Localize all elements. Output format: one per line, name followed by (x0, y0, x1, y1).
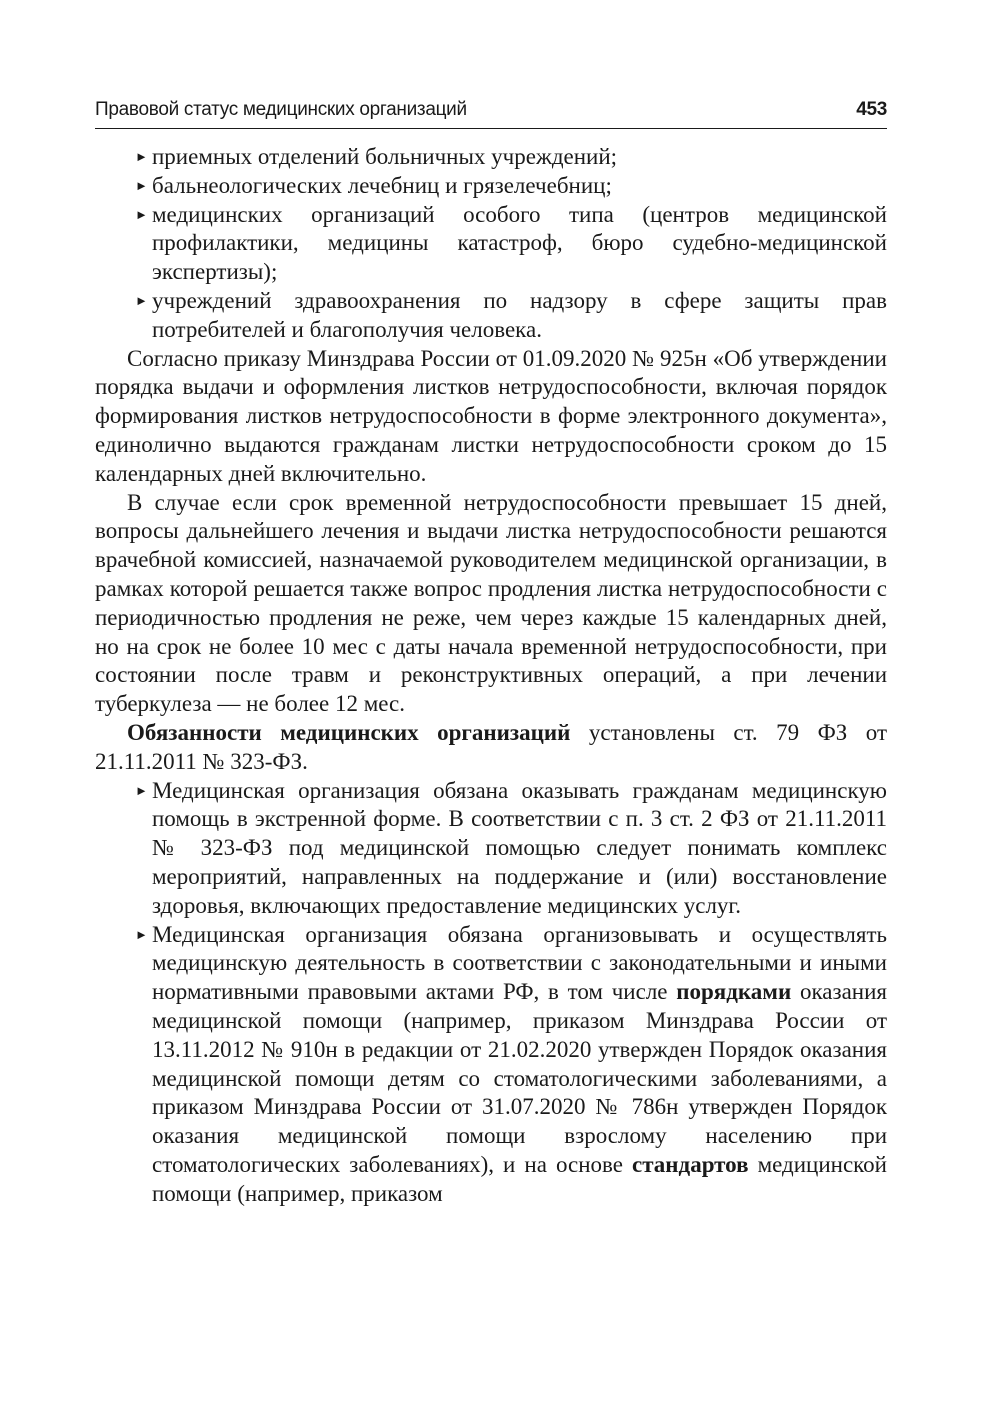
bullet-icon: ► (135, 926, 148, 942)
page-number: 453 (856, 99, 887, 120)
bullet-icon: ► (135, 149, 148, 164)
bold-term-procedures: порядками (676, 979, 792, 1005)
list-item: ► Медицинская организация обязана оказывать гражданам медицинскую помощь в экстренной форме. В соответствии с п. 3 ст. 2 ФЗ от 21.11.2011 № 323-ФЗ под медицинской помощью следует понимать комплекс мероприятий, направленных на поддержание и (или) восстановление здоровья, включающих предоставление медицинских услуг. (135, 777, 887, 918)
bold-term-standards: стандартов (632, 1151, 749, 1177)
book-page (95, 98, 887, 1208)
paragraph-order-925n: Согласно приказу Минздрава России от 01.09.2020 № 925н «Об утверждении порядка выдачи и оформления листков нетрудоспособности, включая порядок формирования листков нетрудоспособности в форме электронного документа», единолично выдаются гражданам листки нетрудоспособности сроком до 15 календарных дней включительно. (95, 345, 887, 486)
list-item: ► медицинских организаций особого типа (центров медицинской профилактики, медицины катастроф, бюро судебно-медицинской экспертизы); (135, 201, 887, 285)
page-body (95, 143, 887, 1208)
bullet-icon: ► (135, 206, 148, 222)
running-header (95, 98, 887, 129)
bullet-list-institutions (95, 143, 887, 345)
running-title: Правовой статус медицинских организаций (95, 99, 467, 120)
obligations-heading: Обязанности медицинских организаций (127, 719, 571, 745)
list-item: ► приемных отделений больничных учреждений; (95, 143, 887, 172)
paragraph-medical-commission: В случае если срок временной нетрудоспособности превышает 15 дней, вопросы дальнейшего лечения и выдачи листка нетрудоспособности решаются врачебной комиссией, назначаемой руководителем медицинской организации, в рамках которой решается также вопрос продления листка нетрудоспособности с периодичностью продления не реже, чем через каждые 15 календарных дней, но на срок не более 10 мес с даты начала временной нетрудоспособности, при состоянии после травм и реконструктивных операций, а при лечении туберкулеза — не более 12 мес. (95, 489, 887, 717)
list-item: ► бальнеологических лечебниц и грязелечебниц; (95, 172, 887, 201)
bullet-list-obligations (95, 777, 887, 1209)
bullet-icon: ► (135, 292, 148, 308)
bullet-icon: ► (135, 782, 148, 798)
paragraph-obligations: Обязанности медицинских организаций установлены ст. 79 ФЗ от 21.11.2011 № 323-ФЗ. (95, 719, 887, 774)
list-item: ► Медицинская организация обязана организовывать и осуществлять медицинскую деятельность в соответствии с законодательными и иными нормативными правовыми актами РФ, в том числе порядками оказания медицинской помощи (например, приказом Минздрава России от 13.11.2012 № 910н в редакции от 21.02.2020 утвержден Порядок оказания медицинской помощи детям со стоматологическими заболеваниями, а приказом Минздрава России от 31.07.2020 № 786н утвержден Порядок оказания медицинской помощи взрослому населению при стоматологических заболеваниях), и на основе стандартов медицинской помощи (например, приказом (135, 921, 887, 1206)
bullet-icon: ► (135, 177, 148, 193)
list-item: ► учреждений здравоохранения по надзору в сфере защиты прав потребителей и благополучия человека. (135, 287, 887, 342)
